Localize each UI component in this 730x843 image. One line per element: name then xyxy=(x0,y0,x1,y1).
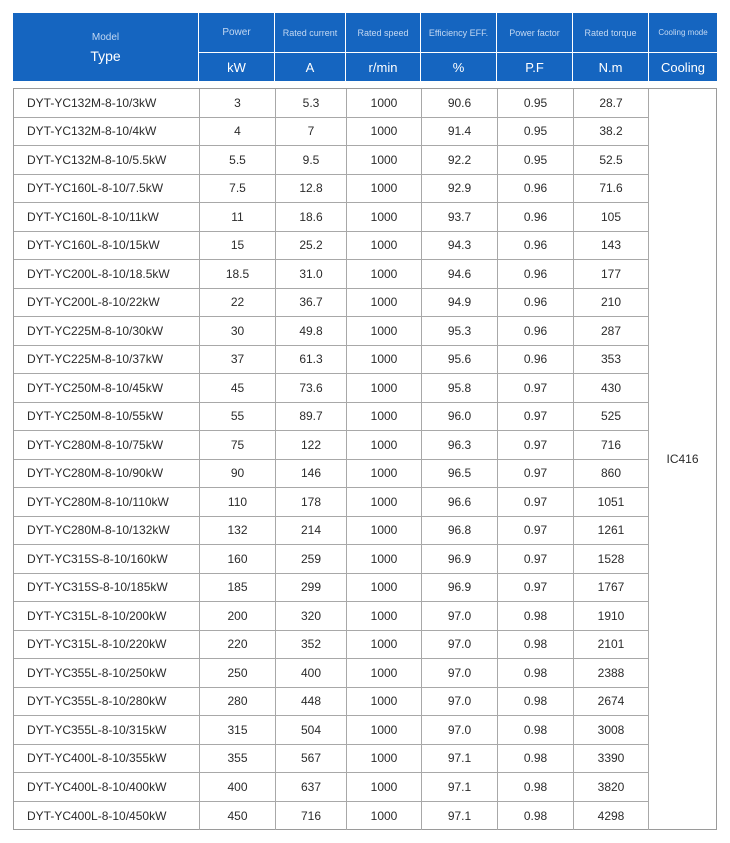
header-type-sub: Model xyxy=(91,32,120,43)
current-cell: 89.7 xyxy=(276,403,347,431)
efficiency-cell: 96.5 xyxy=(422,460,498,488)
model-cell: DYT-YC200L-8-10/18.5kW xyxy=(14,260,200,288)
table-row xyxy=(14,745,649,774)
torque-cell: 105 xyxy=(574,203,649,231)
torque-cell: 2388 xyxy=(574,659,649,687)
model-cell: DYT-YC225M-8-10/30kW xyxy=(14,317,200,345)
model-cell: DYT-YC355L-8-10/280kW xyxy=(14,688,200,716)
power-cell: 250 xyxy=(200,659,276,687)
table-row xyxy=(14,488,649,517)
efficiency-cell: 97.1 xyxy=(422,773,498,801)
power-factor-cell: 0.96 xyxy=(498,232,574,260)
model-cell: DYT-YC400L-8-10/450kW xyxy=(14,802,200,831)
table-row xyxy=(14,146,649,175)
torque-cell: 1261 xyxy=(574,517,649,545)
model-cell: DYT-YC160L-8-10/15kW xyxy=(14,232,200,260)
header-type xyxy=(13,13,199,81)
power-factor-cell: 0.96 xyxy=(498,346,574,374)
torque-cell: 3820 xyxy=(574,773,649,801)
header-efficiency-label: Efficiency EFF. xyxy=(428,27,489,38)
speed-cell: 1000 xyxy=(347,89,422,117)
model-cell: DYT-YC250M-8-10/55kW xyxy=(14,403,200,431)
power-factor-cell: 0.95 xyxy=(498,89,574,117)
header-type-label: Type xyxy=(90,48,121,64)
torque-cell: 143 xyxy=(574,232,649,260)
model-cell: DYT-YC280M-8-10/132kW xyxy=(14,517,200,545)
model-cell: DYT-YC315S-8-10/160kW xyxy=(14,545,200,573)
model-cell: DYT-YC400L-8-10/355kW xyxy=(14,745,200,773)
model-cell: DYT-YC400L-8-10/400kW xyxy=(14,773,200,801)
header-current-label: Rated current xyxy=(282,27,338,38)
table-row xyxy=(14,602,649,631)
table-row xyxy=(14,802,649,831)
efficiency-cell: 97.0 xyxy=(422,602,498,630)
speed-cell: 1000 xyxy=(347,574,422,602)
table-row xyxy=(14,773,649,802)
efficiency-cell: 92.9 xyxy=(422,175,498,203)
table-row xyxy=(14,232,649,261)
speed-cell: 1000 xyxy=(347,517,422,545)
model-cell: DYT-YC315L-8-10/200kW xyxy=(14,602,200,630)
model-cell: DYT-YC355L-8-10/315kW xyxy=(14,716,200,744)
torque-cell: 210 xyxy=(574,289,649,317)
current-cell: 448 xyxy=(276,688,347,716)
torque-cell: 1051 xyxy=(574,488,649,516)
power-cell: 280 xyxy=(200,688,276,716)
efficiency-cell: 97.0 xyxy=(422,631,498,659)
torque-cell: 430 xyxy=(574,374,649,402)
current-cell: 9.5 xyxy=(276,146,347,174)
speed-cell: 1000 xyxy=(347,773,422,801)
power-factor-cell: 0.97 xyxy=(498,374,574,402)
power-factor-cell: 0.97 xyxy=(498,517,574,545)
speed-cell: 1000 xyxy=(347,716,422,744)
power-factor-cell: 0.98 xyxy=(498,631,574,659)
table-header xyxy=(13,13,717,81)
efficiency-cell: 97.0 xyxy=(422,688,498,716)
power-cell: 75 xyxy=(200,431,276,459)
header-current-unit: A xyxy=(305,59,315,75)
model-cell: DYT-YC225M-8-10/37kW xyxy=(14,346,200,374)
torque-cell: 1910 xyxy=(574,602,649,630)
power-cell: 45 xyxy=(200,374,276,402)
speed-cell: 1000 xyxy=(347,802,422,831)
torque-cell: 860 xyxy=(574,460,649,488)
current-cell: 36.7 xyxy=(276,289,347,317)
header-power-factor xyxy=(497,13,573,81)
efficiency-cell: 96.0 xyxy=(422,403,498,431)
power-factor-cell: 0.98 xyxy=(498,602,574,630)
current-cell: 25.2 xyxy=(276,232,347,260)
speed-cell: 1000 xyxy=(347,403,422,431)
speed-cell: 1000 xyxy=(347,203,422,231)
power-cell: 90 xyxy=(200,460,276,488)
current-cell: 73.6 xyxy=(276,374,347,402)
current-cell: 214 xyxy=(276,517,347,545)
table-row xyxy=(14,545,649,574)
header-speed-unit: r/min xyxy=(368,59,398,75)
table-row xyxy=(14,403,649,432)
power-cell: 15 xyxy=(200,232,276,260)
header-efficiency xyxy=(421,13,497,81)
efficiency-cell: 97.1 xyxy=(422,745,498,773)
speed-cell: 1000 xyxy=(347,260,422,288)
model-cell: DYT-YC132M-8-10/5.5kW xyxy=(14,146,200,174)
power-cell: 11 xyxy=(200,203,276,231)
model-cell: DYT-YC280M-8-10/75kW xyxy=(14,431,200,459)
header-cooling xyxy=(649,13,717,81)
power-factor-cell: 0.98 xyxy=(498,745,574,773)
power-factor-cell: 0.98 xyxy=(498,688,574,716)
power-cell: 400 xyxy=(200,773,276,801)
efficiency-cell: 95.8 xyxy=(422,374,498,402)
current-cell: 352 xyxy=(276,631,347,659)
speed-cell: 1000 xyxy=(347,631,422,659)
torque-cell: 716 xyxy=(574,431,649,459)
header-speed-label: Rated speed xyxy=(357,27,409,38)
speed-cell: 1000 xyxy=(347,146,422,174)
efficiency-cell: 95.6 xyxy=(422,346,498,374)
speed-cell: 1000 xyxy=(347,431,422,459)
current-cell: 299 xyxy=(276,574,347,602)
speed-cell: 1000 xyxy=(347,118,422,146)
speed-cell: 1000 xyxy=(347,688,422,716)
power-cell: 450 xyxy=(200,802,276,831)
header-speed xyxy=(346,13,421,81)
power-cell: 55 xyxy=(200,403,276,431)
power-cell: 220 xyxy=(200,631,276,659)
efficiency-cell: 96.3 xyxy=(422,431,498,459)
torque-cell: 71.6 xyxy=(574,175,649,203)
header-current xyxy=(275,13,346,81)
efficiency-cell: 90.6 xyxy=(422,89,498,117)
torque-cell: 353 xyxy=(574,346,649,374)
power-factor-cell: 0.96 xyxy=(498,260,574,288)
power-cell: 4 xyxy=(200,118,276,146)
power-factor-cell: 0.97 xyxy=(498,574,574,602)
speed-cell: 1000 xyxy=(347,289,422,317)
current-cell: 61.3 xyxy=(276,346,347,374)
efficiency-cell: 91.4 xyxy=(422,118,498,146)
table-row xyxy=(14,175,649,204)
table-row xyxy=(14,431,649,460)
header-cooling-unit: Cooling xyxy=(660,59,706,75)
efficiency-cell: 94.3 xyxy=(422,232,498,260)
power-factor-cell: 0.98 xyxy=(498,773,574,801)
torque-cell: 3008 xyxy=(574,716,649,744)
table-row xyxy=(14,260,649,289)
speed-cell: 1000 xyxy=(347,545,422,573)
table-row xyxy=(14,346,649,375)
data-table xyxy=(13,88,717,830)
current-cell: 49.8 xyxy=(276,317,347,345)
current-cell: 567 xyxy=(276,745,347,773)
current-cell: 400 xyxy=(276,659,347,687)
efficiency-cell: 96.9 xyxy=(422,574,498,602)
table-row xyxy=(14,203,649,232)
current-cell: 259 xyxy=(276,545,347,573)
table-row xyxy=(14,631,649,660)
power-factor-cell: 0.95 xyxy=(498,146,574,174)
model-cell: DYT-YC200L-8-10/22kW xyxy=(14,289,200,317)
torque-cell: 4298 xyxy=(574,802,649,831)
table-row xyxy=(14,688,649,717)
model-cell: DYT-YC280M-8-10/110kW xyxy=(14,488,200,516)
current-cell: 122 xyxy=(276,431,347,459)
current-cell: 7 xyxy=(276,118,347,146)
current-cell: 18.6 xyxy=(276,203,347,231)
speed-cell: 1000 xyxy=(347,460,422,488)
power-factor-cell: 0.96 xyxy=(498,317,574,345)
current-cell: 5.3 xyxy=(276,89,347,117)
torque-cell: 38.2 xyxy=(574,118,649,146)
power-factor-cell: 0.97 xyxy=(498,431,574,459)
header-efficiency-unit: % xyxy=(452,59,465,75)
efficiency-cell: 94.6 xyxy=(422,260,498,288)
speed-cell: 1000 xyxy=(347,175,422,203)
efficiency-cell: 93.7 xyxy=(422,203,498,231)
speed-cell: 1000 xyxy=(347,488,422,516)
speed-cell: 1000 xyxy=(347,232,422,260)
torque-cell: 287 xyxy=(574,317,649,345)
torque-cell: 3390 xyxy=(574,745,649,773)
power-factor-cell: 0.97 xyxy=(498,460,574,488)
header-power-unit: kW xyxy=(227,59,246,75)
header-power-factor-label: Power factor xyxy=(509,27,560,38)
power-cell: 18.5 xyxy=(200,260,276,288)
model-cell: DYT-YC280M-8-10/90kW xyxy=(14,460,200,488)
efficiency-cell: 92.2 xyxy=(422,146,498,174)
table-row xyxy=(14,317,649,346)
header-torque xyxy=(573,13,649,81)
efficiency-cell: 97.0 xyxy=(422,716,498,744)
power-cell: 3 xyxy=(200,89,276,117)
table-row xyxy=(14,716,649,745)
table-row xyxy=(14,289,649,318)
current-cell: 146 xyxy=(276,460,347,488)
speed-cell: 1000 xyxy=(347,659,422,687)
speed-cell: 1000 xyxy=(347,317,422,345)
power-factor-cell: 0.97 xyxy=(498,488,574,516)
model-cell: DYT-YC315L-8-10/220kW xyxy=(14,631,200,659)
model-cell: DYT-YC355L-8-10/250kW xyxy=(14,659,200,687)
model-cell: DYT-YC132M-8-10/3kW xyxy=(14,89,200,117)
model-cell: DYT-YC160L-8-10/7.5kW xyxy=(14,175,200,203)
speed-cell: 1000 xyxy=(347,374,422,402)
speed-cell: 1000 xyxy=(347,346,422,374)
current-cell: 178 xyxy=(276,488,347,516)
current-cell: 12.8 xyxy=(276,175,347,203)
torque-cell: 2101 xyxy=(574,631,649,659)
table-row xyxy=(14,118,649,147)
power-factor-cell: 0.97 xyxy=(498,545,574,573)
power-cell: 7.5 xyxy=(200,175,276,203)
header-power-factor-unit: P.F xyxy=(525,59,544,75)
current-cell: 31.0 xyxy=(276,260,347,288)
current-cell: 504 xyxy=(276,716,347,744)
efficiency-cell: 96.8 xyxy=(422,517,498,545)
efficiency-cell: 97.1 xyxy=(422,802,498,831)
speed-cell: 1000 xyxy=(347,602,422,630)
power-cell: 5.5 xyxy=(200,146,276,174)
efficiency-cell: 97.0 xyxy=(422,659,498,687)
power-cell: 160 xyxy=(200,545,276,573)
header-cooling-label: Cooling mode xyxy=(658,28,708,37)
model-cell: DYT-YC132M-8-10/4kW xyxy=(14,118,200,146)
header-power xyxy=(199,13,275,81)
power-factor-cell: 0.97 xyxy=(498,403,574,431)
power-cell: 30 xyxy=(200,317,276,345)
torque-cell: 1528 xyxy=(574,545,649,573)
model-cell: DYT-YC315S-8-10/185kW xyxy=(14,574,200,602)
table-row xyxy=(14,89,649,118)
header-torque-unit: N.m xyxy=(598,59,623,75)
current-cell: 320 xyxy=(276,602,347,630)
torque-cell: 2674 xyxy=(574,688,649,716)
cooling-mode-value: IC416 xyxy=(666,452,699,466)
power-factor-cell: 0.96 xyxy=(498,289,574,317)
power-factor-cell: 0.96 xyxy=(498,175,574,203)
efficiency-cell: 96.9 xyxy=(422,545,498,573)
header-torque-label: Rated torque xyxy=(584,27,637,38)
current-cell: 716 xyxy=(276,802,347,831)
header-power-label: Power xyxy=(222,27,251,38)
model-cell: DYT-YC250M-8-10/45kW xyxy=(14,374,200,402)
power-cell: 110 xyxy=(200,488,276,516)
table-row xyxy=(14,574,649,603)
model-cell: DYT-YC160L-8-10/11kW xyxy=(14,203,200,231)
power-factor-cell: 0.98 xyxy=(498,802,574,831)
power-factor-cell: 0.98 xyxy=(498,659,574,687)
power-factor-cell: 0.95 xyxy=(498,118,574,146)
torque-cell: 1767 xyxy=(574,574,649,602)
power-cell: 200 xyxy=(200,602,276,630)
efficiency-cell: 95.3 xyxy=(422,317,498,345)
table-row xyxy=(14,659,649,688)
power-cell: 132 xyxy=(200,517,276,545)
table-row xyxy=(14,517,649,546)
torque-cell: 525 xyxy=(574,403,649,431)
efficiency-cell: 94.9 xyxy=(422,289,498,317)
power-factor-cell: 0.96 xyxy=(498,203,574,231)
efficiency-cell: 96.6 xyxy=(422,488,498,516)
power-factor-cell: 0.98 xyxy=(498,716,574,744)
torque-cell: 52.5 xyxy=(574,146,649,174)
current-cell: 637 xyxy=(276,773,347,801)
power-cell: 22 xyxy=(200,289,276,317)
speed-cell: 1000 xyxy=(347,745,422,773)
power-cell: 185 xyxy=(200,574,276,602)
power-cell: 355 xyxy=(200,745,276,773)
power-cell: 37 xyxy=(200,346,276,374)
torque-cell: 28.7 xyxy=(574,89,649,117)
power-cell: 315 xyxy=(200,716,276,744)
torque-cell: 177 xyxy=(574,260,649,288)
table-row xyxy=(14,460,649,489)
table-row xyxy=(14,374,649,403)
